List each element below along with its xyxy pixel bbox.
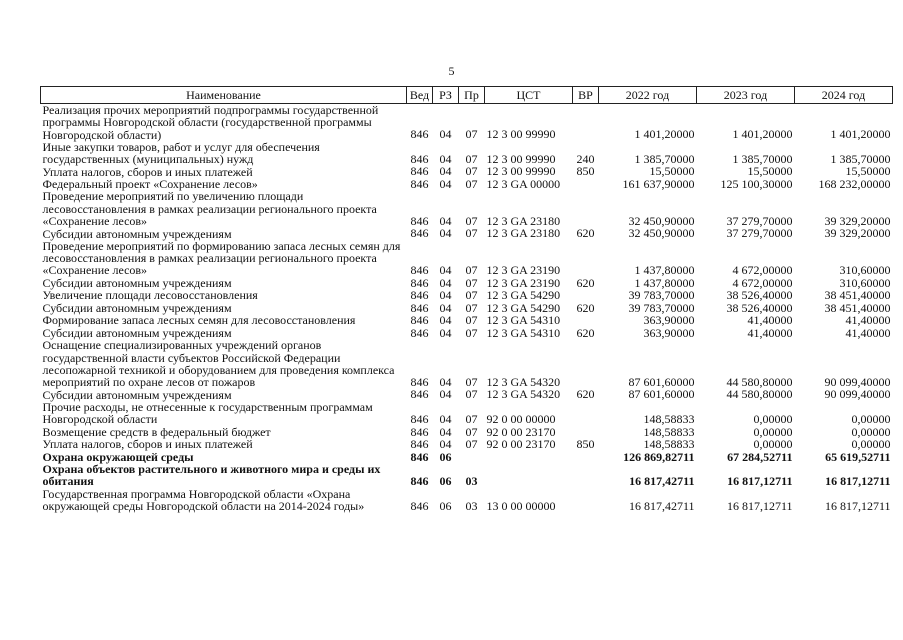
row-amount-2024: 38 451,40000 [824,300,891,315]
row-cst: 12 3 GA 54290 [486,288,561,303]
row-amount-2022: 87 601,60000 [628,374,695,389]
row-name: Оснащение специализированных учреждений органов государственной власти субъектов Российской Федерации лесопожарной техникой и оборудованием для проведения комплекса мероприятий по охране лесов от пожаров [42,338,395,390]
row-ved: 846 [410,288,429,303]
row-pr: 07 [465,164,478,179]
row-ved: 846 [410,437,429,452]
row-amount-2022: 87 601,60000 [628,387,695,402]
row-pr: 07 [465,374,478,389]
row-name: Субсидии автономным учреждениям [42,275,232,290]
row-amount-2022: 363,90000 [643,325,695,340]
table-header-row [41,87,893,104]
row-rz: 04 [439,325,452,340]
row-amount-2022: 16 817,42711 [628,498,695,513]
row-amount-2024: 90 099,40000 [824,387,891,402]
row-ved: 846 [410,424,429,439]
row-vr [573,339,599,388]
row-pr: 07 [465,213,478,228]
row-amount-2024: 310,60000 [839,263,891,278]
row-pr: 07 [465,151,478,166]
row-ved: 846 [410,300,429,315]
row-pr: 07 [465,387,478,402]
row-pr: 07 [465,424,478,439]
row-name: Проведение мероприятий по формированию запаса лесных семян для лесовосстановления в рамках реализации регионального проекта «Сохранение лесов» [42,238,401,278]
row-ved: 846 [410,275,429,290]
row-amount-2023: 0,00000 [753,437,793,452]
row-cst: 12 3 GA 00000 [486,176,561,191]
row-amount-2022: 161 637,90000 [622,176,695,191]
row-amount-2023: 44 580,80000 [726,374,793,389]
row-cst: 12 3 GA 23180 [486,213,561,228]
row-ved: 846 [410,374,429,389]
row-amount-2023: 44 580,80000 [726,387,793,402]
row-cst: 12 3 00 99990 [486,127,556,142]
row-pr: 07 [465,300,478,315]
row-pr: 07 [465,263,478,278]
row-vr: 620 [576,325,595,340]
row-vr: 850 [576,164,595,179]
table-body [41,104,893,513]
table-row [41,240,893,277]
row-amount-2022: 363,90000 [643,313,695,328]
column-header-pr: Пр [459,87,485,104]
row-ved: 846 [410,474,429,489]
row-name: Реализация прочих мероприятий подпрограммы государственной программы Новгородской области (государственной программы Новгородской области) [42,103,379,142]
row-vr [573,451,599,464]
row-amount-2023: 67 284,52711 [727,449,793,464]
budget-table [40,86,893,512]
row-amount-2023: 37 279,70000 [726,213,793,228]
row-rz: 06 [439,474,452,489]
row-amount-2022: 15,50000 [649,164,695,179]
row-ved: 846 [410,313,429,328]
column-header-cst: ЦСТ [485,87,573,104]
row-amount-2024: 41,40000 [845,325,891,340]
row-amount-2022: 32 450,90000 [628,213,695,228]
row-pr: 07 [465,176,478,191]
row-name: Охрана окружающей среды [42,449,194,464]
row-vr [573,488,599,513]
column-header-name: Наименование [41,87,407,104]
row-amount-2022: 32 450,90000 [628,226,695,241]
row-vr [573,190,599,227]
row-pr: 07 [465,288,478,303]
row-amount-2023: 0,00000 [753,412,793,427]
row-name: Субсидии автономным учреждениям [42,300,232,315]
row-ved: 846 [410,151,429,166]
row-amount-2022: 148,58833 [643,424,695,439]
row-cst: 12 3 GA 54310 [486,313,561,328]
row-pr: 07 [465,325,478,340]
row-amount-2024: 39 329,20000 [824,226,891,241]
row-amount-2024: 16 817,12711 [825,474,891,489]
row-cst [485,451,573,464]
row-vr: 620 [576,275,595,290]
row-amount-2024: 41,40000 [845,313,891,328]
row-amount-2022: 126 869,82711 [623,449,695,464]
row-rz: 04 [439,275,452,290]
row-pr [459,451,485,464]
row-vr [573,314,599,327]
row-ved: 846 [410,387,429,402]
row-rz: 04 [439,288,452,303]
row-pr: 07 [465,412,478,427]
row-rz: 04 [439,213,452,228]
row-amount-2024: 16 817,12711 [824,498,891,513]
row-cst: 12 3 GA 23190 [486,275,561,290]
row-rz: 04 [439,263,452,278]
row-name: Иные закупки товаров, работ и услуг для обеспечения государственных (муниципальных) нужд [42,139,320,167]
row-pr: 07 [465,313,478,328]
row-amount-2023: 16 817,12711 [727,474,793,489]
column-header-2023: 2023 год [697,87,795,104]
row-amount-2023: 37 279,70000 [726,226,793,241]
row-rz: 04 [439,151,452,166]
row-cst: 12 3 GA 54320 [486,374,561,389]
row-cst [485,463,573,488]
row-name: Федеральный проект «Сохранение лесов» [42,177,258,192]
row-amount-2022: 16 817,42711 [629,474,695,489]
row-vr [573,104,599,141]
row-pr: 07 [465,437,478,452]
row-amount-2022: 39 783,70000 [628,300,695,315]
row-amount-2024: 39 329,20000 [824,213,891,228]
table-row [41,289,893,302]
row-amount-2023: 38 526,40000 [726,288,793,303]
row-name: Возмещение средств в федеральный бюджет [42,424,271,439]
row-amount-2024: 90 099,40000 [824,374,891,389]
column-header-ved: Вед [407,87,433,104]
row-ved: 846 [410,213,429,228]
row-vr [573,463,599,488]
row-amount-2024: 168 232,00000 [818,176,891,191]
row-amount-2023: 41,40000 [747,325,793,340]
row-amount-2023: 38 526,40000 [726,300,793,315]
row-vr [573,289,599,302]
row-amount-2022: 1 401,20000 [634,127,695,142]
row-rz: 04 [439,176,452,191]
row-ved: 846 [410,127,429,142]
row-amount-2024: 310,60000 [839,275,891,290]
row-ved: 846 [410,412,429,427]
row-cst: 12 3 GA 54310 [486,325,561,340]
row-name: Проведение мероприятий по увеличению площади лесовосстановления в рамках реализации регионального проекта «Сохранение лесов» [42,189,377,229]
row-vr: 620 [576,387,595,402]
row-amount-2023: 16 817,12711 [726,498,793,513]
table-row [41,401,893,426]
row-amount-2024: 0,00000 [851,424,891,439]
row-rz: 04 [439,127,452,142]
row-ved: 846 [410,226,429,241]
row-pr: 03 [465,474,478,489]
row-amount-2024: 0,00000 [851,412,891,427]
row-ved: 846 [410,164,429,179]
row-rz: 04 [439,412,452,427]
row-amount-2024: 0,00000 [851,437,891,452]
row-name: Прочие расходы, не отнесенные к государственным программам Новгородской области [42,399,373,427]
row-amount-2022: 1 437,80000 [634,263,695,278]
table-row [41,227,893,240]
column-header-vr: ВР [573,87,599,104]
row-vr: 620 [576,300,595,315]
row-rz: 04 [439,300,452,315]
row-rz: 04 [439,387,452,402]
table-row [41,314,893,327]
row-pr: 07 [465,127,478,142]
row-name: Государственная программа Новгородской области «Охрана окружающей среды Новгородской области на 2014-2024 годы» [42,486,365,513]
row-name: Субсидии автономным учреждениям [42,226,232,241]
row-amount-2022: 39 783,70000 [628,288,695,303]
row-amount-2022: 148,58833 [643,437,695,452]
row-name: Субсидии автономным учреждениям [42,325,232,340]
table-row [41,190,893,227]
row-cst: 12 3 GA 54320 [486,387,561,402]
row-amount-2024: 1 385,70000 [830,151,891,166]
row-cst: 92 0 00 23170 [486,424,556,439]
row-amount-2023: 41,40000 [747,313,793,328]
page-number: 5 [448,64,455,78]
row-rz: 04 [439,164,452,179]
row-vr [573,240,599,277]
column-header-2024: 2024 год [795,87,893,104]
table-row [41,339,893,388]
row-amount-2024: 65 619,52711 [825,449,891,464]
row-amount-2023: 4 672,00000 [732,275,793,290]
row-pr: 07 [465,275,478,290]
row-pr: 03 [465,498,478,513]
row-name: Формирование запаса лесных семян для лесовосстановления [42,313,356,328]
row-cst: 12 3 00 99990 [486,164,556,179]
row-name: Субсидии автономным учреждениям [42,387,232,402]
column-header-rz: РЗ [433,87,459,104]
row-vr [573,178,599,191]
row-name: Уплата налогов, сборов и иных платежей [42,164,253,179]
row-ved: 846 [410,449,429,464]
row-amount-2024: 38 451,40000 [824,288,891,303]
table-row [41,488,893,513]
row-amount-2024: 15,50000 [845,164,891,179]
table-row [41,104,893,141]
row-amount-2024: 1 401,20000 [830,127,891,142]
row-rz: 04 [439,424,452,439]
row-amount-2023: 125 100,30000 [720,176,793,191]
row-cst: 92 0 00 00000 [486,412,556,427]
row-ved: 846 [410,325,429,340]
row-amount-2022: 1 385,70000 [634,151,695,166]
row-ved: 846 [410,176,429,191]
table-row [41,463,893,488]
row-cst: 12 3 GA 54290 [486,300,561,315]
row-name: Охрана объектов растительного и животного мира и среды их обитания [42,462,381,489]
row-ved: 846 [410,498,429,513]
row-name: Уплата налогов, сборов и иных платежей [42,437,253,452]
row-rz: 06 [439,498,452,513]
row-vr: 850 [576,437,595,452]
row-pr: 07 [465,226,478,241]
row-cst: 13 0 00 00000 [486,498,556,513]
table-row [41,438,893,451]
table-row [41,141,893,166]
column-header-2022: 2022 год [599,87,697,104]
row-amount-2023: 1 401,20000 [732,127,793,142]
row-amount-2022: 1 437,80000 [634,275,695,290]
row-rz: 04 [439,374,452,389]
row-rz: 06 [439,449,452,464]
row-amount-2023: 1 385,70000 [732,151,793,166]
row-ved: 846 [410,263,429,278]
row-amount-2023: 15,50000 [747,164,793,179]
row-cst: 12 3 00 99990 [486,151,556,166]
row-vr: 620 [576,226,595,241]
row-amount-2022: 148,58833 [643,412,695,427]
row-amount-2023: 4 672,00000 [732,263,793,278]
row-cst: 12 3 GA 23180 [486,226,561,241]
row-rz: 04 [439,313,452,328]
row-amount-2023: 0,00000 [753,424,793,439]
row-rz: 04 [439,437,452,452]
row-vr: 240 [576,151,595,166]
row-cst: 92 0 00 23170 [486,437,556,452]
row-cst: 12 3 GA 23190 [486,263,561,278]
row-rz: 04 [439,226,452,241]
row-name: Увеличение площади лесовосстановления [42,288,258,303]
row-vr [573,401,599,426]
